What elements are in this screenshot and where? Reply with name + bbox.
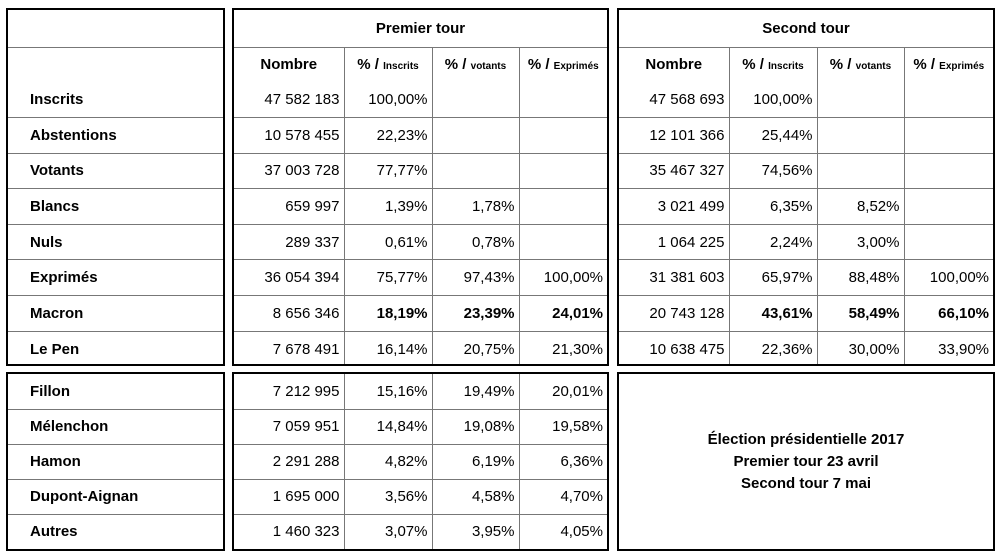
tour1-col-pct-inscrits [344, 47, 432, 82]
row-label: Hamon [8, 444, 223, 479]
percent-cell: 20,75% [432, 331, 519, 366]
labels-box [6, 8, 225, 366]
percent-cell [519, 118, 607, 154]
table-row [619, 224, 993, 260]
percent-cell: 65,97% [729, 260, 817, 296]
table-row [619, 189, 993, 225]
table-row [8, 82, 223, 118]
percent-cell: 3,00% [817, 224, 904, 260]
second-tour-title: Second tour [619, 10, 993, 47]
percent-cell: 15,16% [344, 374, 432, 409]
percent-cell [817, 118, 904, 154]
pct-base-label: Inscrits [383, 61, 419, 73]
percent-cell: 3,95% [432, 514, 519, 549]
count-cell: 7 059 951 [234, 409, 344, 444]
pct-prefix: % / [444, 56, 467, 74]
count-cell: 3 021 499 [619, 189, 729, 225]
percent-cell: 58,49% [817, 296, 904, 332]
percent-cell: 19,08% [432, 409, 519, 444]
percent-cell [904, 189, 993, 225]
count-cell: 36 054 394 [234, 260, 344, 296]
percent-cell [904, 224, 993, 260]
percent-cell: 74,56% [729, 153, 817, 189]
table-row [234, 189, 607, 225]
percent-cell: 100,00% [344, 82, 432, 118]
tour2-col-nombre: Nombre [619, 47, 729, 82]
tour2-col-pct-exprimes [904, 47, 993, 82]
table-row [8, 409, 223, 444]
percent-cell [904, 153, 993, 189]
tour1-col-nombre: Nombre [234, 47, 344, 82]
count-cell: 1 460 323 [234, 514, 344, 549]
pct-base-label: Inscrits [768, 61, 804, 73]
percent-cell: 18,19% [344, 296, 432, 332]
percent-cell: 97,43% [432, 260, 519, 296]
percent-cell: 6,36% [519, 444, 607, 479]
table-row [619, 331, 993, 366]
election-title: Élection présidentielle 2017 [707, 430, 905, 448]
row-label: Exprimés [8, 260, 223, 296]
premier-tour-column-headers [234, 47, 607, 82]
percent-cell: 25,44% [729, 118, 817, 154]
row-label: Fillon [8, 374, 223, 409]
percent-cell: 3,56% [344, 479, 432, 514]
percent-cell [432, 118, 519, 154]
row-label: Blancs [8, 189, 223, 225]
table-row [234, 409, 607, 444]
percent-cell: 21,30% [519, 331, 607, 366]
table-row [8, 444, 223, 479]
premier-tour-title: Premier tour [234, 10, 607, 47]
table-row [8, 118, 223, 154]
first-round-date: Premier tour 23 avril [733, 452, 879, 470]
percent-cell: 100,00% [519, 260, 607, 296]
percent-cell: 100,00% [904, 260, 993, 296]
percent-cell: 22,36% [729, 331, 817, 366]
table-row [234, 331, 607, 366]
percent-cell: 0,78% [432, 224, 519, 260]
percent-cell: 66,10% [904, 296, 993, 332]
percent-cell: 6,35% [729, 189, 817, 225]
other-candidates-box [232, 372, 609, 551]
table-row [8, 479, 223, 514]
percent-cell: 19,58% [519, 409, 607, 444]
table-row [234, 118, 607, 154]
percent-cell: 23,39% [432, 296, 519, 332]
percent-cell: 33,90% [904, 331, 993, 366]
percent-cell: 43,61% [729, 296, 817, 332]
percent-cell: 75,77% [344, 260, 432, 296]
table-row [234, 514, 607, 549]
blank-header-cell [8, 10, 223, 47]
count-cell: 2 291 288 [234, 444, 344, 479]
table-row [619, 153, 993, 189]
pct-prefix: % / [357, 56, 379, 74]
row-label: Autres [8, 514, 223, 549]
percent-cell [817, 82, 904, 118]
count-cell: 12 101 366 [619, 118, 729, 154]
percent-cell: 16,14% [344, 331, 432, 366]
blank-subheader-cell [8, 47, 223, 82]
second-tour-column-headers [619, 47, 993, 82]
count-cell: 1 064 225 [619, 224, 729, 260]
percent-cell: 14,84% [344, 409, 432, 444]
count-cell: 1 695 000 [234, 479, 344, 514]
row-label: Nuls [8, 224, 223, 260]
pct-base-label: votants [470, 61, 507, 73]
percent-cell [432, 153, 519, 189]
table-row [234, 260, 607, 296]
percent-cell [904, 118, 993, 154]
second-tour-box [617, 8, 995, 366]
tour1-col-pct-exprimes [519, 47, 607, 82]
tour2-col-pct-votants [817, 47, 904, 82]
table-row [8, 374, 223, 409]
percent-cell: 4,05% [519, 514, 607, 549]
count-cell: 47 582 183 [234, 82, 344, 118]
table-row [234, 374, 607, 409]
table-row [8, 296, 223, 332]
election-info-box [617, 372, 995, 551]
table-row [8, 514, 223, 549]
percent-cell: 24,01% [519, 296, 607, 332]
table-row [8, 260, 223, 296]
percent-cell: 77,77% [344, 153, 432, 189]
row-label: Inscrits [8, 82, 223, 118]
count-cell: 31 381 603 [619, 260, 729, 296]
count-cell: 7 212 995 [234, 374, 344, 409]
premier-tour-box [232, 8, 609, 366]
table-row [234, 153, 607, 189]
percent-cell: 3,07% [344, 514, 432, 549]
percent-cell [519, 189, 607, 225]
row-label: Mélenchon [8, 409, 223, 444]
tour2-col-pct-inscrits [729, 47, 817, 82]
row-label: Dupont-Aignan [8, 479, 223, 514]
table-row [8, 153, 223, 189]
percent-cell [817, 153, 904, 189]
percent-cell: 88,48% [817, 260, 904, 296]
tour1-col-pct-votants [432, 47, 519, 82]
percent-cell: 1,78% [432, 189, 519, 225]
percent-cell [904, 82, 993, 118]
count-cell: 7 678 491 [234, 331, 344, 366]
row-label: Abstentions [8, 118, 223, 154]
count-cell: 659 997 [234, 189, 344, 225]
percent-cell: 4,82% [344, 444, 432, 479]
table-row [8, 224, 223, 260]
percent-cell: 2,24% [729, 224, 817, 260]
pct-prefix: % / [742, 56, 764, 74]
row-label: Votants [8, 153, 223, 189]
row-label: Le Pen [8, 331, 223, 366]
pct-base-label: Exprimés [553, 61, 599, 73]
second-round-date: Second tour 7 mai [740, 474, 872, 492]
table-row [619, 118, 993, 154]
table-row [8, 331, 223, 366]
percent-cell: 100,00% [729, 82, 817, 118]
count-cell: 35 467 327 [619, 153, 729, 189]
table-row [234, 479, 607, 514]
count-cell: 10 638 475 [619, 331, 729, 366]
percent-cell: 30,00% [817, 331, 904, 366]
table-row [619, 82, 993, 118]
count-cell: 289 337 [234, 224, 344, 260]
count-cell: 37 003 728 [234, 153, 344, 189]
pct-base-label: Exprimés [939, 61, 985, 73]
count-cell: 47 568 693 [619, 82, 729, 118]
percent-cell: 6,19% [432, 444, 519, 479]
table-row [234, 444, 607, 479]
table-row [619, 260, 993, 296]
table-row [8, 189, 223, 225]
percent-cell: 22,23% [344, 118, 432, 154]
pct-prefix: % / [829, 56, 852, 74]
count-cell: 8 656 346 [234, 296, 344, 332]
other-labels-box [6, 372, 225, 551]
row-label: Macron [8, 296, 223, 332]
percent-cell: 4,58% [432, 479, 519, 514]
percent-cell: 20,01% [519, 374, 607, 409]
percent-cell [519, 82, 607, 118]
pct-base-label: votants [855, 61, 892, 73]
percent-cell [519, 224, 607, 260]
percent-cell: 19,49% [432, 374, 519, 409]
pct-prefix: % / [913, 56, 935, 74]
count-cell: 20 743 128 [619, 296, 729, 332]
table-row [234, 296, 607, 332]
percent-cell [432, 82, 519, 118]
percent-cell: 1,39% [344, 189, 432, 225]
table-row [619, 296, 993, 332]
percent-cell: 4,70% [519, 479, 607, 514]
percent-cell [519, 153, 607, 189]
table-row [234, 224, 607, 260]
pct-prefix: % / [527, 56, 550, 74]
percent-cell: 0,61% [344, 224, 432, 260]
table-row [234, 82, 607, 118]
percent-cell: 8,52% [817, 189, 904, 225]
count-cell: 10 578 455 [234, 118, 344, 154]
